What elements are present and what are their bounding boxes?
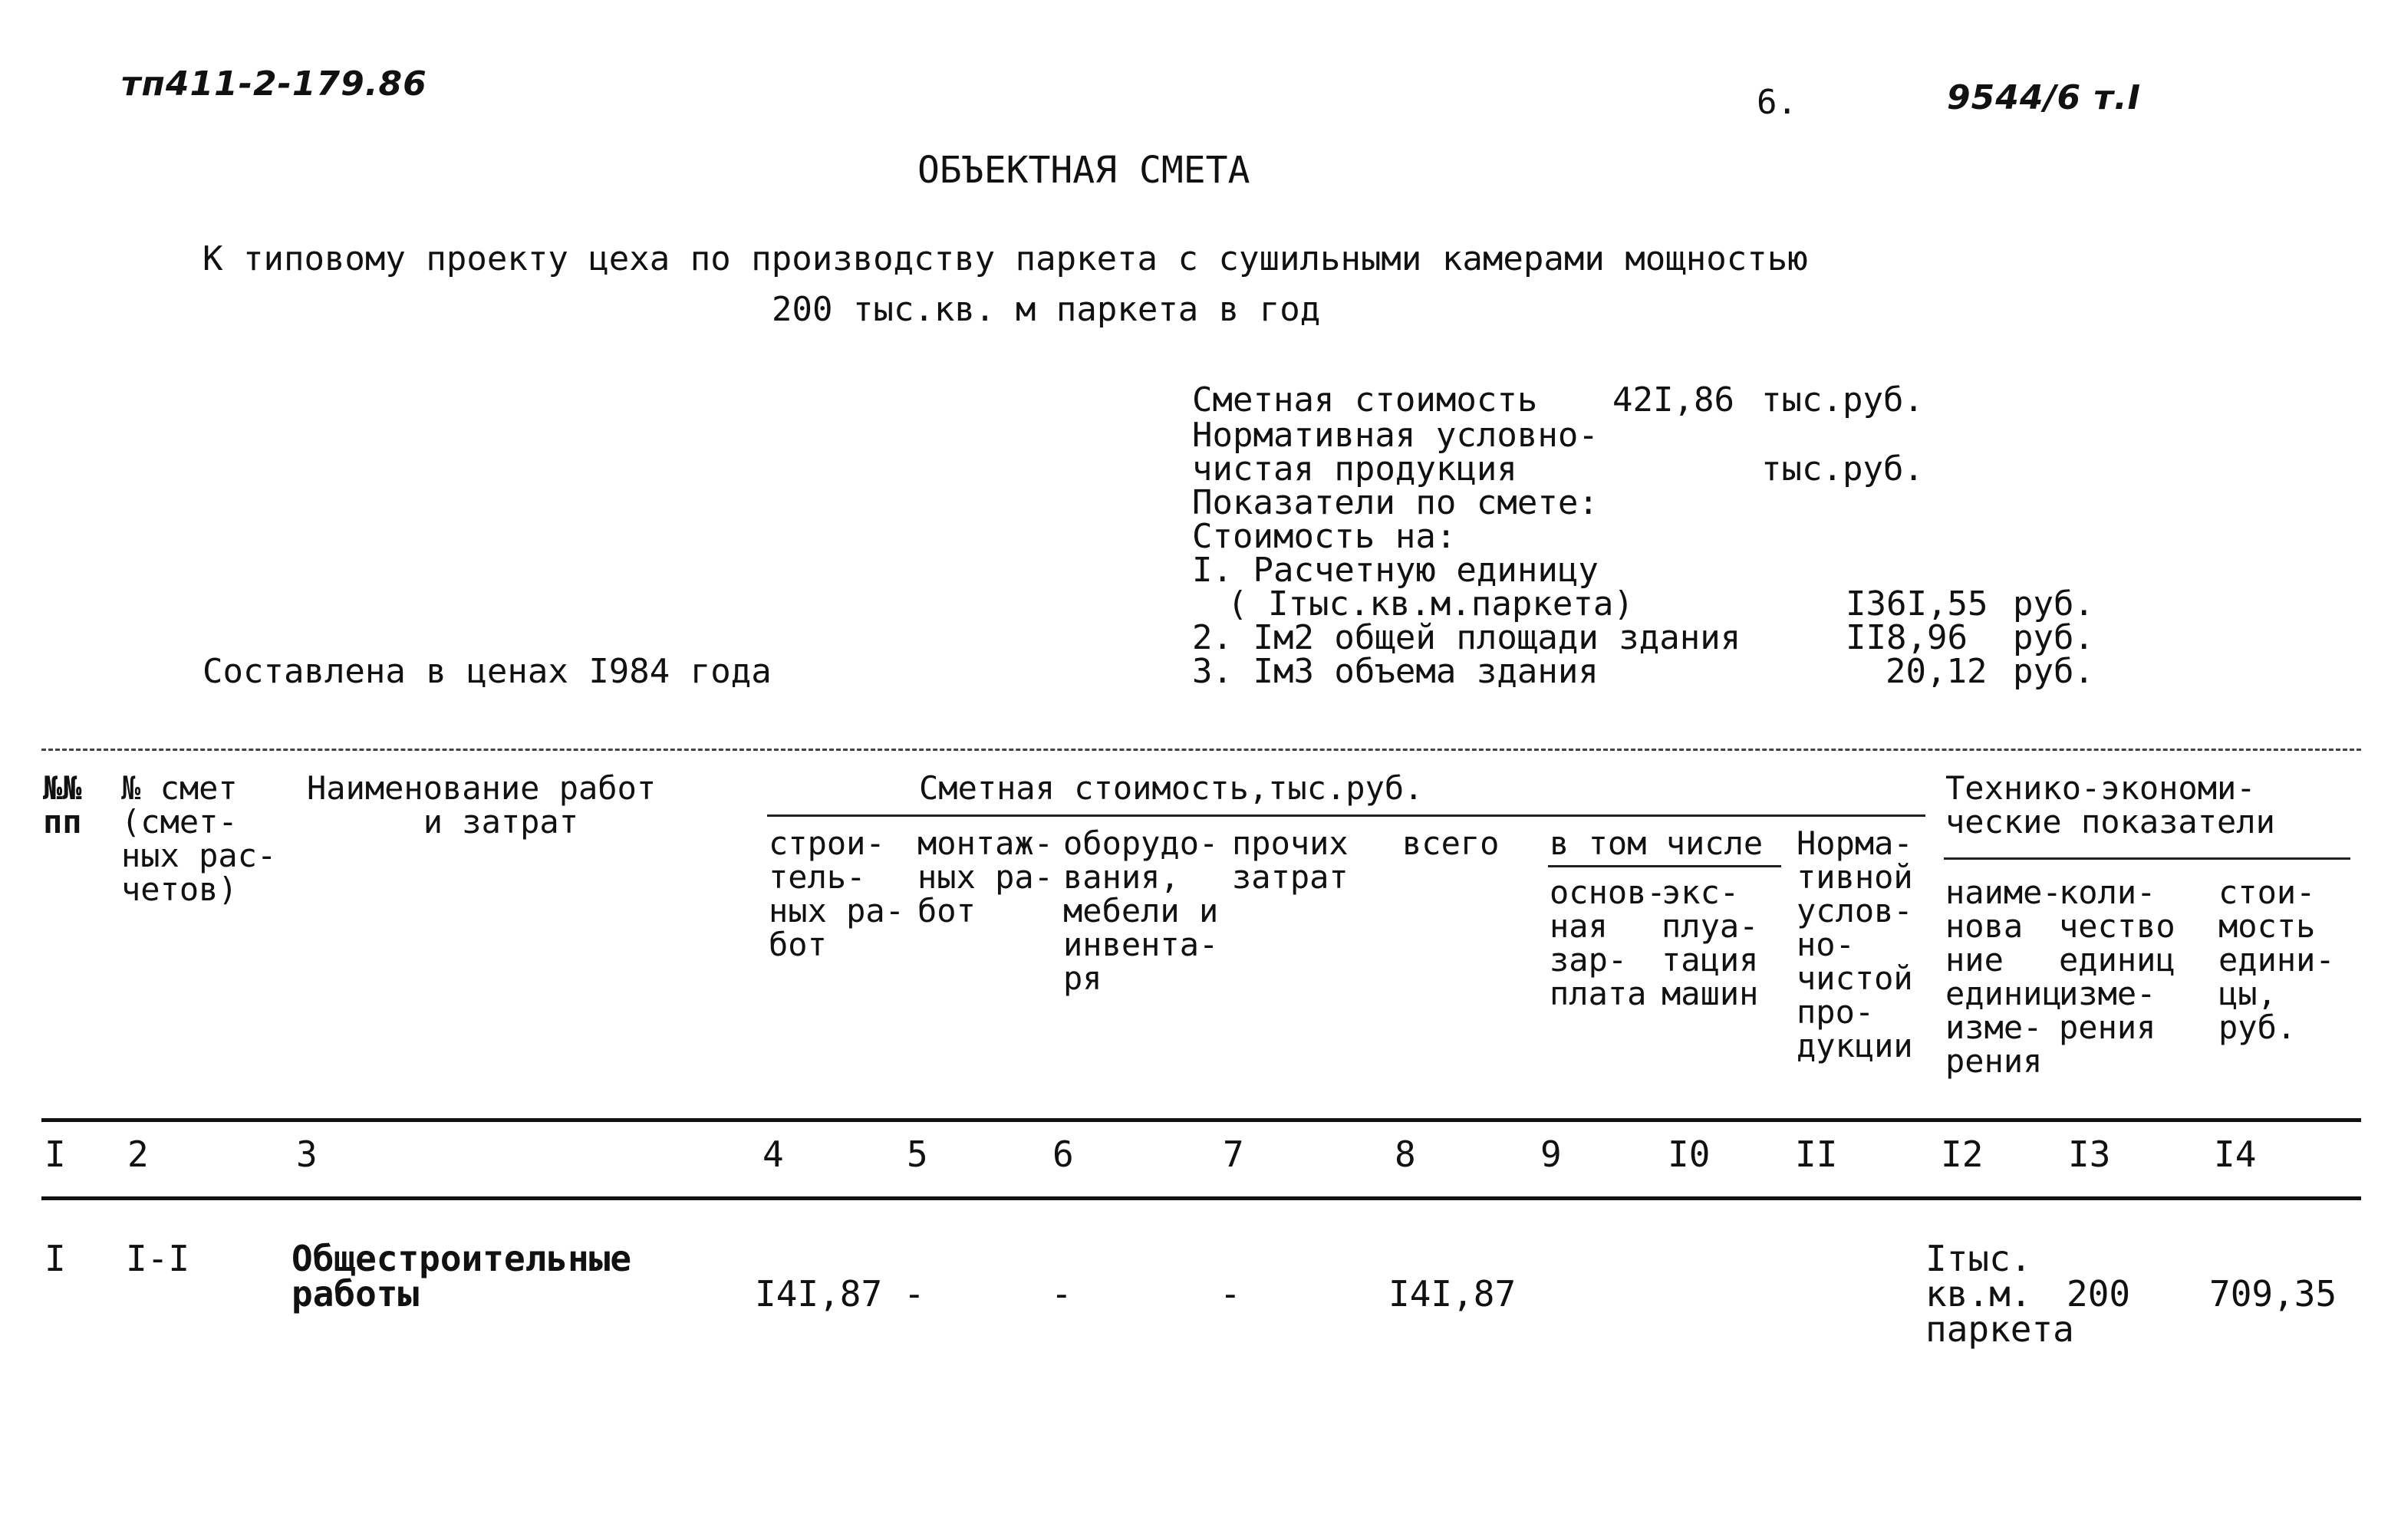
- header-col-other: прочих затрат: [1232, 824, 1349, 896]
- norm-label-2: чистая продукция: [1192, 449, 1517, 489]
- cost-value: 42I,86: [1612, 380, 1734, 420]
- header-col-pp: №№ пп: [43, 769, 82, 841]
- header-col-machine-operation: экс- плуа- тация машин: [1662, 874, 1759, 1012]
- column-number-13: I3: [2068, 1134, 2111, 1175]
- header-col-total: всего: [1402, 824, 1500, 862]
- header-col-normative-output: Норма- тивной услов- но- чистой про- дукции: [1797, 824, 1913, 1065]
- item2-label: 2. Iм2 общей площади здания: [1192, 618, 1741, 657]
- row-estimate-no: I-I: [126, 1238, 190, 1279]
- column-number-14: I4: [2214, 1134, 2257, 1175]
- header-col-unit-quantity: коли- чество единиц изме- рения: [2059, 874, 2175, 1046]
- header-col-unit-name: наиме- нова ние единиц изме- рения: [1945, 874, 2062, 1080]
- item1-label-1: I. Расчетную единицу: [1192, 551, 1599, 590]
- cost-unit: тыс.руб.: [1761, 380, 1924, 420]
- norm-label-1: Нормативная условно-: [1192, 416, 1599, 455]
- item2-value: II8,96: [1846, 618, 1968, 657]
- column-number-3: 3: [296, 1134, 318, 1175]
- item1-unit: руб.: [2013, 584, 2094, 624]
- row-pp: I: [44, 1238, 66, 1279]
- row-equipment-cost: -: [1051, 1273, 1072, 1315]
- compiled-prices-note: Составлена в ценах I984 года: [203, 652, 772, 691]
- column-numbers-bottom-rule: [41, 1196, 2361, 1200]
- header-group-tech: Технико-экономи- ческие показатели: [1945, 769, 2275, 841]
- column-number-5: 5: [907, 1134, 928, 1175]
- row-unit-cost: 709,35: [2209, 1273, 2337, 1315]
- column-number-1: I: [44, 1134, 66, 1175]
- column-number-4: 4: [762, 1134, 784, 1175]
- row-unit-quantity: 200: [2067, 1273, 2131, 1315]
- column-number-6: 6: [1052, 1134, 1074, 1175]
- column-number-8: 8: [1395, 1134, 1416, 1175]
- cost-per-label: Стоимость на:: [1192, 517, 1457, 556]
- header-col-equipment: оборудо- вания, мебели и инвента- ря: [1063, 824, 1219, 997]
- row-installation-cost: -: [904, 1273, 925, 1315]
- page-number: 6.: [1757, 83, 1797, 122]
- indicators-label: Показатели по смете:: [1192, 483, 1599, 522]
- header-col-installation: монтаж- ных ра- бот: [917, 824, 1054, 930]
- norm-unit: тыс.руб.: [1761, 449, 1924, 489]
- header-col-name: Наименование работ и затрат: [307, 769, 657, 841]
- header-col-construction: строи- тель- ных ра- бот: [769, 824, 905, 963]
- column-number-9: 9: [1540, 1134, 1562, 1175]
- header-col-unit-cost: стои- мость едини- цы, руб.: [2218, 874, 2335, 1046]
- column-number-12: I2: [1941, 1134, 1984, 1175]
- item1-label-2: ( Iтыс.кв.м.паркета): [1227, 584, 1634, 624]
- header-including-underline: [1548, 865, 1781, 867]
- column-number-7: 7: [1223, 1134, 1244, 1175]
- item3-value: 20,12: [1886, 652, 1988, 691]
- header-col-estimate-no: № смет (смет- ных рас- четов): [121, 769, 277, 908]
- column-number-10: I0: [1668, 1134, 1711, 1175]
- row-total-cost: I4I,87: [1388, 1273, 1517, 1315]
- row-other-cost: -: [1220, 1273, 1241, 1315]
- sheet-code: 9544/6 т.I: [1947, 78, 2142, 117]
- item3-label: 3. Iм3 объема здания: [1192, 652, 1599, 691]
- header-group-including: в том числе: [1550, 824, 1764, 862]
- header-col-base-salary: основ- ная зар- плата: [1550, 874, 1666, 1012]
- row-unit-name: Iтыс. кв.м. паркета: [1925, 1238, 2074, 1350]
- subtitle-line-2: 200 тыс.кв. м паркета в год: [772, 290, 1321, 329]
- item1-value: I36I,55: [1846, 584, 1988, 624]
- row-work-name: Общестроительные работы: [291, 1238, 632, 1315]
- document-title: ОБЪЕКТНАЯ СМЕТА: [917, 149, 1250, 192]
- column-number-2: 2: [127, 1134, 149, 1175]
- document-code: тп411-2-179.86: [121, 64, 427, 104]
- column-number-11: II: [1795, 1134, 1838, 1175]
- item2-unit: руб.: [2013, 618, 2094, 657]
- table-top-border: [41, 749, 2361, 751]
- subtitle-line-1: К типовому проекту цеха по производству паркета с сушильными камерами мощностью: [203, 239, 1808, 278]
- header-group-cost: Сметная стоимость,тыс.руб.: [919, 769, 1424, 807]
- row-construction-cost: I4I,87: [755, 1273, 883, 1315]
- item3-unit: руб.: [2013, 652, 2094, 691]
- header-cost-underline: [767, 814, 1925, 817]
- cost-label: Сметная стоимость: [1192, 380, 1538, 420]
- header-tech-underline: [1944, 857, 2350, 860]
- header-bottom-rule: [41, 1118, 2361, 1122]
